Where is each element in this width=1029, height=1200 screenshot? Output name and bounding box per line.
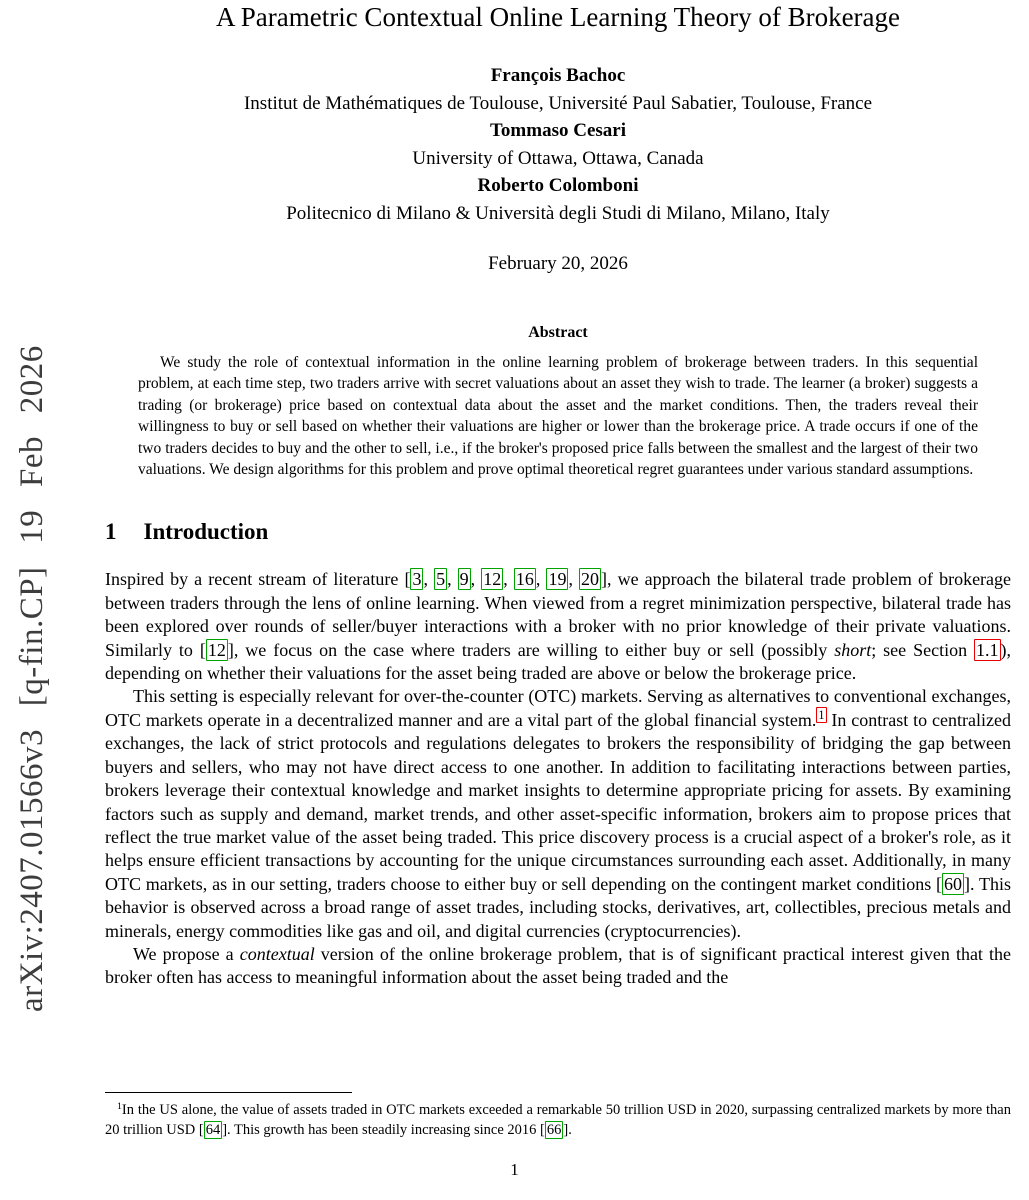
author-name: Roberto Colomboni (477, 175, 639, 196)
text-segment: This setting is especially relevant for over-the-counter (OTC) markets. Serving as alternatives to conventional exchanges, OTC markets operate in a decentralized manner and are a vital part of the global financial system. (105, 686, 1011, 730)
text-segment: , (535, 569, 547, 590)
text-segment: We propose a (133, 943, 240, 964)
text-segment: , (568, 569, 580, 590)
section-heading-introduction (105, 519, 1011, 545)
citation-link[interactable]: 20 (581, 569, 600, 590)
citation-link[interactable]: 5 (436, 569, 446, 590)
citation-link[interactable]: 64 (205, 1121, 221, 1138)
page-number: 1 (510, 1160, 519, 1179)
text-segment: , (447, 569, 458, 590)
text-segment: In the US alone, the value of assets traded in OTC markets exceeded a remarkable 50 trillion USD in 2020, surpassing centralized markets by more than 20 trillion USD [ (105, 1102, 1011, 1138)
text-segment: version of the online brokerage problem, that is of significant practical interest given that the broker often has access to meaningful information about the asset being traded and the (105, 943, 1011, 988)
citation-link[interactable]: 9 (459, 569, 469, 590)
text-segment: ], we approach the bilateral trade problem of brokerage between traders through the lens of online learning. When viewed from a regret minimization perspective, bilateral trade has been explored over rounds of seller/buyer interactions with a broker with no prior knowledge of their private valuations. Similarly to [ (105, 569, 1012, 660)
text-segment: , (423, 569, 435, 590)
text-segment: ; see Section (871, 639, 975, 660)
text-segment: ]. (563, 1121, 572, 1138)
author-name: François Bachoc (490, 65, 626, 86)
text-segment: short (834, 639, 872, 660)
paper-date: February 20, 2026 (488, 253, 628, 274)
paragraph (105, 943, 1011, 990)
footnote-rule (105, 1092, 352, 1093)
text-segment: ), depending on whether their valuations for the asset being traded are above or below the brokerage price. (105, 639, 1012, 684)
citation-link[interactable]: 16 (515, 569, 534, 590)
author-affiliation: University of Ottawa, Ottawa, Canada (412, 147, 704, 169)
reference-link[interactable]: 1 (818, 708, 825, 723)
author-affiliation: Politecnico di Milano & Università degli Studi di Milano, Milano, Italy (286, 202, 830, 224)
citation-link[interactable]: 66 (546, 1121, 562, 1138)
text-segment: , (470, 569, 482, 590)
text-segment: In contrast to centralized exchanges, the lack of strict protocols and regulations delegates to brokers the responsibility of bridging the gap between buyers and sellers, who may not have direct access to one another. In addition to facilitating interactions between parties, brokers leverage their contextual knowledge and market insights to determine appropriate pricing for assets. By examining factors such as supply and demand, market trends, and other asset-specific information, brokers aim to propose prices that reflect the true market value of the asset being traded. This price discovery process is a crucial aspect of a broker's role, as it helps ensure efficient transactions by accounting for the unique circumstances surrounding each asset. Additionally, in many OTC markets, as in our setting, traders choose to either buy or sell depending on the contingent market conditions [ (105, 709, 1011, 894)
abstract-section (138, 324, 978, 480)
citation-link[interactable]: 19 (548, 569, 567, 590)
page-content (105, 0, 1011, 990)
paragraph (105, 685, 1011, 942)
footnote-text (105, 1101, 1011, 1140)
reference-link[interactable]: 1.1 (976, 639, 999, 660)
paragraph (105, 568, 1011, 685)
arxiv-stamp: arXiv:2407.01566v3 [q-fin.CP] 19 Feb 2026 (14, 345, 50, 1012)
introduction-body (105, 568, 1011, 989)
text-segment: ]. This behavior is observed across a broad range of asset trades, including stocks, derivatives, art, collectibles, precious metals and minerals, energy commodities like gas and oil, and digital currencies (cryptocurrencies). (105, 873, 1012, 941)
text-segment: contextual (239, 943, 315, 964)
text-segment: ]. This growth has been steadily increasing since 2016 [ (222, 1121, 545, 1138)
section-title: Introduction (143, 519, 269, 545)
paper-title: A Parametric Contextual Online Learning Theory of Brokerage (215, 2, 901, 32)
author-block (105, 62, 1011, 227)
text-segment: , (503, 569, 514, 590)
abstract-text: We study the role of contextual information in the online learning problem of brokerage between traders. In this sequential problem, at each time step, two traders arrive with secret valuations about an asset they wish to trade. The learner (a broker) suggests a trading (or brokerage) price based on contextual data about the asset and the market conditions. Then, the traders reveal their willingness to buy or sell based on whether their valuations are higher or lower than the brokerage price. A trade occurs if one of the two traders decides to buy and the other to sell, i.e., if the broker's proposed price falls between the smallest and the largest of their two valuations. We design algorithms for this problem and prove optimal theoretical regret guarantees under various standard assumptions. (138, 354, 978, 479)
abstract-heading: Abstract (528, 324, 588, 341)
citation-link[interactable]: 12 (483, 569, 502, 590)
author-affiliation: Institut de Mathématiques de Toulouse, Université Paul Sabatier, Toulouse, France (243, 92, 873, 114)
section-number: 1 (105, 519, 117, 545)
footnote-area (0, 1092, 1029, 1168)
text-segment: Inspired by a recent stream of literature [ (105, 569, 411, 590)
text-segment: ], we focus on the case where traders are willing to either buy or sell (possibly (227, 639, 835, 660)
citation-link[interactable]: 12 (207, 639, 226, 660)
text-segment: 1 (117, 1100, 122, 1112)
author-name: Tommaso Cesari (490, 120, 626, 141)
citation-link[interactable]: 3 (412, 569, 422, 590)
citation-link[interactable]: 60 (944, 873, 963, 894)
